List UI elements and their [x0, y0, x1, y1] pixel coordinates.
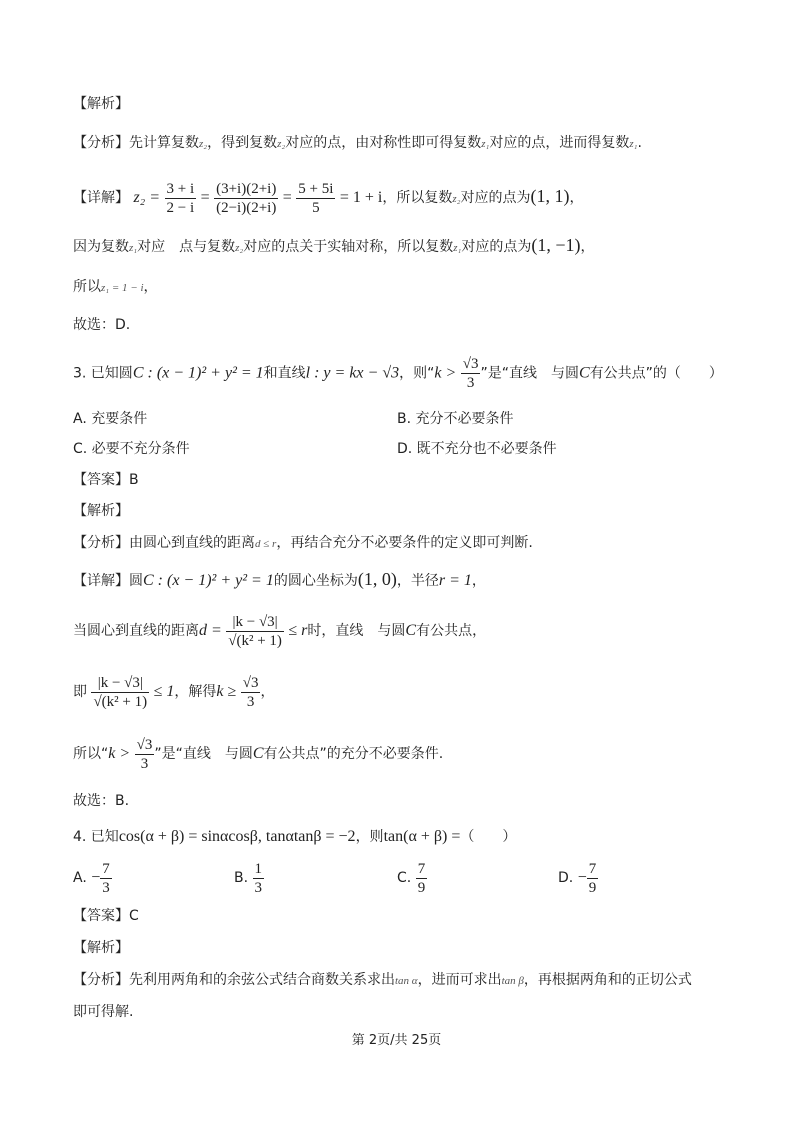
fraction-distance-2: $\frac{|k - √3|}{\text{√(k² + 1)}}$ [93, 674, 148, 710]
math-z2-eq: z₂ = [133, 189, 161, 206]
fraction-sqrt3-over-3: $\frac{√3}{3}$ [462, 356, 479, 391]
section-jiexi: 【解析】 [73, 96, 129, 112]
because-line: 因为复数z₁对应 点与复数z₂对应的点关于实轴对称，所以复数z₁对应的点为(1, −1)， [73, 235, 595, 255]
therefore-line-1: 所以z₁ = 1 − i， [73, 279, 158, 295]
analysis-line-4b: 即可得解. [73, 1004, 134, 1020]
question-3-stem: 3. 已知圆C : (x − 1)² + y² = 1和直线l : y = kx − √3，则“k > $\frac{√3}{3}$ ”是“直线 与圆C有公共点”的（ ） [73, 356, 723, 391]
fraction-sqrt3-over-3-b: $\frac{√3}{3}$ [242, 674, 259, 710]
math-z1: z₁ [481, 138, 490, 150]
answer-choice-2: 故选：D. [73, 317, 131, 333]
math-circle: C : (x − 1)² + y² = 1 [132, 364, 264, 382]
analysis-line-3: 【分析】由圆心到直线的距离d ≤ r，再结合充分不必要条件的定义即可判断. [73, 535, 533, 551]
analysis-line-4: 【分析】先利用两角和的余弦公式结合商数关系求出tan α，进而可求出tan β，再根据两角和的正切公式 [73, 972, 692, 988]
q3-option-d: D. 既不充分也不必要条件 [397, 441, 557, 457]
q3-option-c: C. 必要不充分条件 [73, 441, 190, 457]
fraction-1: $\frac{3 + i}{2 - i}$ [166, 180, 195, 216]
point-1-1: (1, 1) [530, 186, 570, 206]
fraction-2: $\frac{(3+i)(2+i)}{(2-i)(2+i)}$ [216, 180, 277, 216]
q3-option-a: A. 充要条件 [73, 411, 148, 427]
page-footer: 第 2页/共 25页 [351, 1033, 442, 1048]
detail-line-3: 【详解】圆C : (x − 1)² + y² = 1的圆心坐标为(1, 0)，半径r = 1， [73, 569, 486, 589]
section-jiexi-3: 【解析】 [73, 503, 129, 519]
namely-line: 即 $\frac{|k - √3|}{\text{√(k² + 1)}}$ ≤ 1，解得k ≥ $\frac{√3}{3}$ ， [73, 674, 275, 710]
when-line: 当圆心到直线的距离d = $\frac{|k - √3|}{\text{√(k² + 1)}}$ ≤ r时，直线 与圆C有公共点， [73, 613, 487, 649]
analysis-line-1: 【分析】先计算复数z₂，得到复数z₂对应的点，由对称性即可得复数z₁对应的点，进而得复数z₁. [73, 135, 642, 151]
answer-4: 【答案】C [73, 908, 139, 924]
math-z2: z₂ [277, 138, 286, 150]
detail-line-1: 【详解】 z₂ = $\frac{3 + i}{2 - i}$ = $\frac{(3+i)(2+i)}{(2-i)(2+i)}$ = $\frac{5 + 5i}{5}$ = 1 + i，所以复数z₂对应的点为(1, 1)， [73, 180, 584, 216]
q4-option-c: C. $\frac{7}{9}$ [397, 860, 426, 896]
math-z1-answer: z₁ = 1 − i [101, 282, 144, 294]
math-z1: z₁ [629, 138, 638, 150]
q3-option-b: B. 充分不必要条件 [397, 411, 514, 427]
point-1-neg1: (1, −1) [531, 235, 581, 255]
math-z2: z₂ [199, 138, 208, 150]
answer-3: 【答案】B [73, 472, 139, 488]
q4-option-d: D. − $\frac{7}{9}$ [558, 860, 597, 896]
section-jiexi-4: 【解析】 [73, 940, 129, 956]
point-1-0: (1, 0) [357, 569, 397, 589]
fraction-sqrt3-over-3-c: $\frac{√3}{3}$ [136, 736, 153, 772]
answer-choice-3: 故选：B. [73, 793, 130, 809]
q4-option-b: B. $\frac{1}{3}$ [234, 860, 263, 896]
therefore-line-3: 所以“k > $\frac{√3}{3}$ ”是“直线 与圆C有公共点”的充分不必要条件. [73, 736, 444, 772]
math-line: l : y = kx − √3 [305, 364, 400, 382]
q4-option-a: A. − $\frac{7}{3}$ [73, 860, 110, 896]
question-4-stem: 4. 已知cos(α + β) = sinαcosβ, tanαtanβ = −2，则tan(α + β) =（ ） [73, 828, 517, 845]
fraction-distance: $\frac{|k - √3|}{\text{√(k² + 1)}}$ [228, 613, 282, 649]
math-q4-condition: cos(α + β) = sinαcosβ, tanαtanβ = −2 [118, 828, 356, 845]
fraction-3: $\frac{5 + 5i}{5}$ [298, 180, 334, 216]
